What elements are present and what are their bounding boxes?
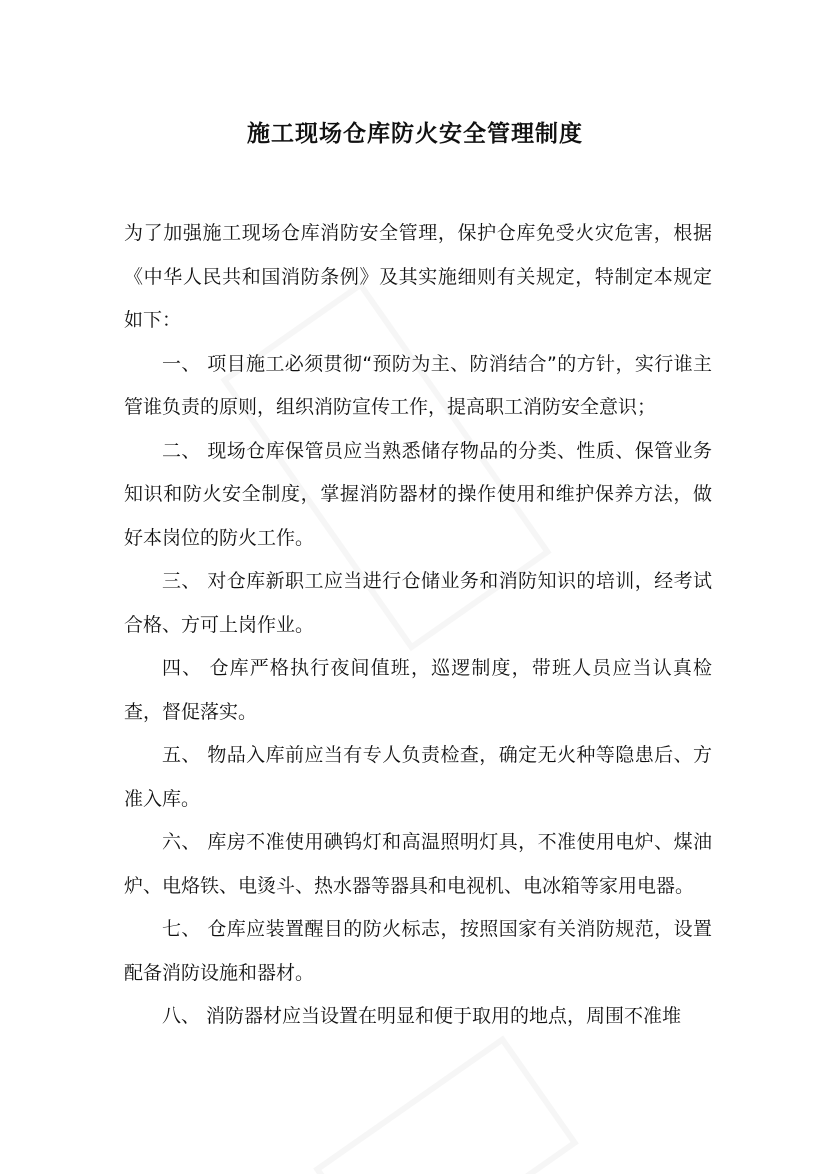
page-title: 施工现场仓库防火安全管理制度 — [247, 121, 583, 147]
regulation-item-5: 五、 物品入库前应当有专人负责检查，确定无火种等隐患后、方准入库。 — [124, 744, 712, 810]
regulation-item-1: 一、 项目施工必须贯彻“预防为主、防消结合”的方针，实行谁主管谁负责的原则，组织消防宣传工作，提高职工消防安全意识； — [124, 352, 712, 418]
regulation-item-2: 二、 现场仓库保管员应当熟悉储存物品的分类、性质、保管业务知识和防火安全制度，掌握消防器材的操作使用和维护保养方法，做好本岗位的防火工作。 — [124, 439, 712, 549]
document-body — [124, 212, 712, 1039]
watermark — [313, 1035, 579, 1174]
regulation-item-7: 七、 仓库应装置醒目的防火标志，按照国家有关消防规范，设置配备消防设施和器材。 — [124, 918, 712, 984]
regulation-item-8: 八、 消防器材应当设置在明显和便于取用的地点，周围不准堆 — [162, 1005, 682, 1027]
regulation-item-3: 三、 对仓库新职工应当进行仓储业务和消防知识的培训，经考试合格、方可上岗作业。 — [124, 570, 712, 636]
regulation-item-4: 四、 仓库严格执行夜间值班，巡逻制度，带班人员应当认真检查，督促落实。 — [124, 657, 712, 723]
intro-paragraph: 为了加强施工现场仓库消防安全管理，保护仓库免受火灾危害，根据《中华人民共和国消防条例》及其实施细则有关规定，特制定本规定如下： — [124, 222, 712, 331]
regulation-item-6: 六、 库房不准使用碘钨灯和高温照明灯具，不准使用电炉、煤油炉、电烙铁、电烫斗、热水器等器具和电视机、电冰箱等家用电器。 — [124, 831, 712, 897]
